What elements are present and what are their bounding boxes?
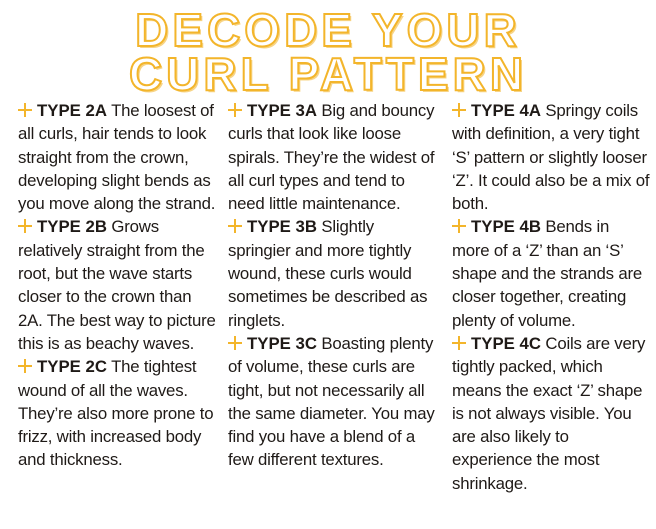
plus-icon — [228, 103, 242, 117]
entry-label: TYPE 2C — [37, 357, 107, 377]
column-type-3 — [228, 99, 440, 472]
entry-type-3c — [228, 332, 440, 472]
plus-icon — [18, 103, 32, 117]
entry-label: TYPE 3B — [247, 217, 317, 237]
entry-label: TYPE 3A — [247, 101, 317, 120]
entry-text: Coils are very tightly packed, which means the exact ‘Z’ shape is not always visible. You are also likely to experience the most shrinkage. — [452, 333, 646, 493]
plus-icon — [452, 336, 466, 350]
plus-icon — [18, 219, 32, 233]
entry-type-2c — [18, 355, 218, 471]
entry-type-3b — [228, 215, 440, 331]
entry-text: The loosest of all curls, hair tends to look straight from the crown, developing slight bends as you move along the strand. — [18, 101, 216, 214]
entry-label: TYPE 4C — [471, 333, 541, 353]
entry-text: Boasting plenty of volume, these curls are tight, but not necessarily all the same diameter. You may find you have a blend of a few different textures. — [228, 333, 435, 470]
entry-text: Springy coils with definition, a very tight ‘S’ pattern or slightly looser ‘Z’. It could also be a mix of both. — [452, 101, 650, 214]
entry-text: Big and bouncy curls that look like loose spirals. They’re the widest of all curl types and tend to need little maintenance. — [228, 101, 435, 214]
entry-label: TYPE 2A — [37, 101, 107, 120]
entry-text: Grows relatively straight from the root, but the wave starts closer to the crown than 2A. The best way to picture this is as beachy waves. — [18, 217, 216, 353]
entry-text: Bends in more of a ‘Z’ than an ‘S’ shape and the strands are closer together, creating plenty of volume. — [452, 217, 642, 330]
title-line-1: DECODE YOUR — [135, 4, 521, 56]
entry-label: TYPE 2B — [37, 217, 107, 237]
entry-label: TYPE 3C — [247, 333, 317, 353]
plus-icon — [452, 103, 466, 117]
plus-icon — [228, 336, 242, 350]
column-type-2 — [18, 99, 218, 472]
entry-type-3a — [228, 99, 440, 215]
entry-label: TYPE 4A — [471, 101, 541, 120]
entry-type-4c — [452, 332, 650, 495]
page-title — [0, 4, 656, 100]
plus-icon — [18, 359, 32, 373]
entry-type-2a — [18, 99, 218, 215]
entry-type-4b — [452, 215, 650, 331]
entry-label: TYPE 4B — [471, 217, 541, 237]
plus-icon — [452, 219, 466, 233]
title-line-2: CURL PATTERN — [128, 48, 528, 100]
entry-type-2b — [18, 215, 218, 355]
entry-text: Slightly springier and more tightly wound, these curls would sometimes be described as ringlets. — [228, 217, 428, 330]
plus-icon — [228, 219, 242, 233]
entry-type-4a — [452, 99, 650, 215]
column-type-4 — [452, 99, 650, 495]
entry-text: The tightest wound of all the waves. They’re also more prone to frizz, with increased body and thickness. — [18, 357, 214, 470]
